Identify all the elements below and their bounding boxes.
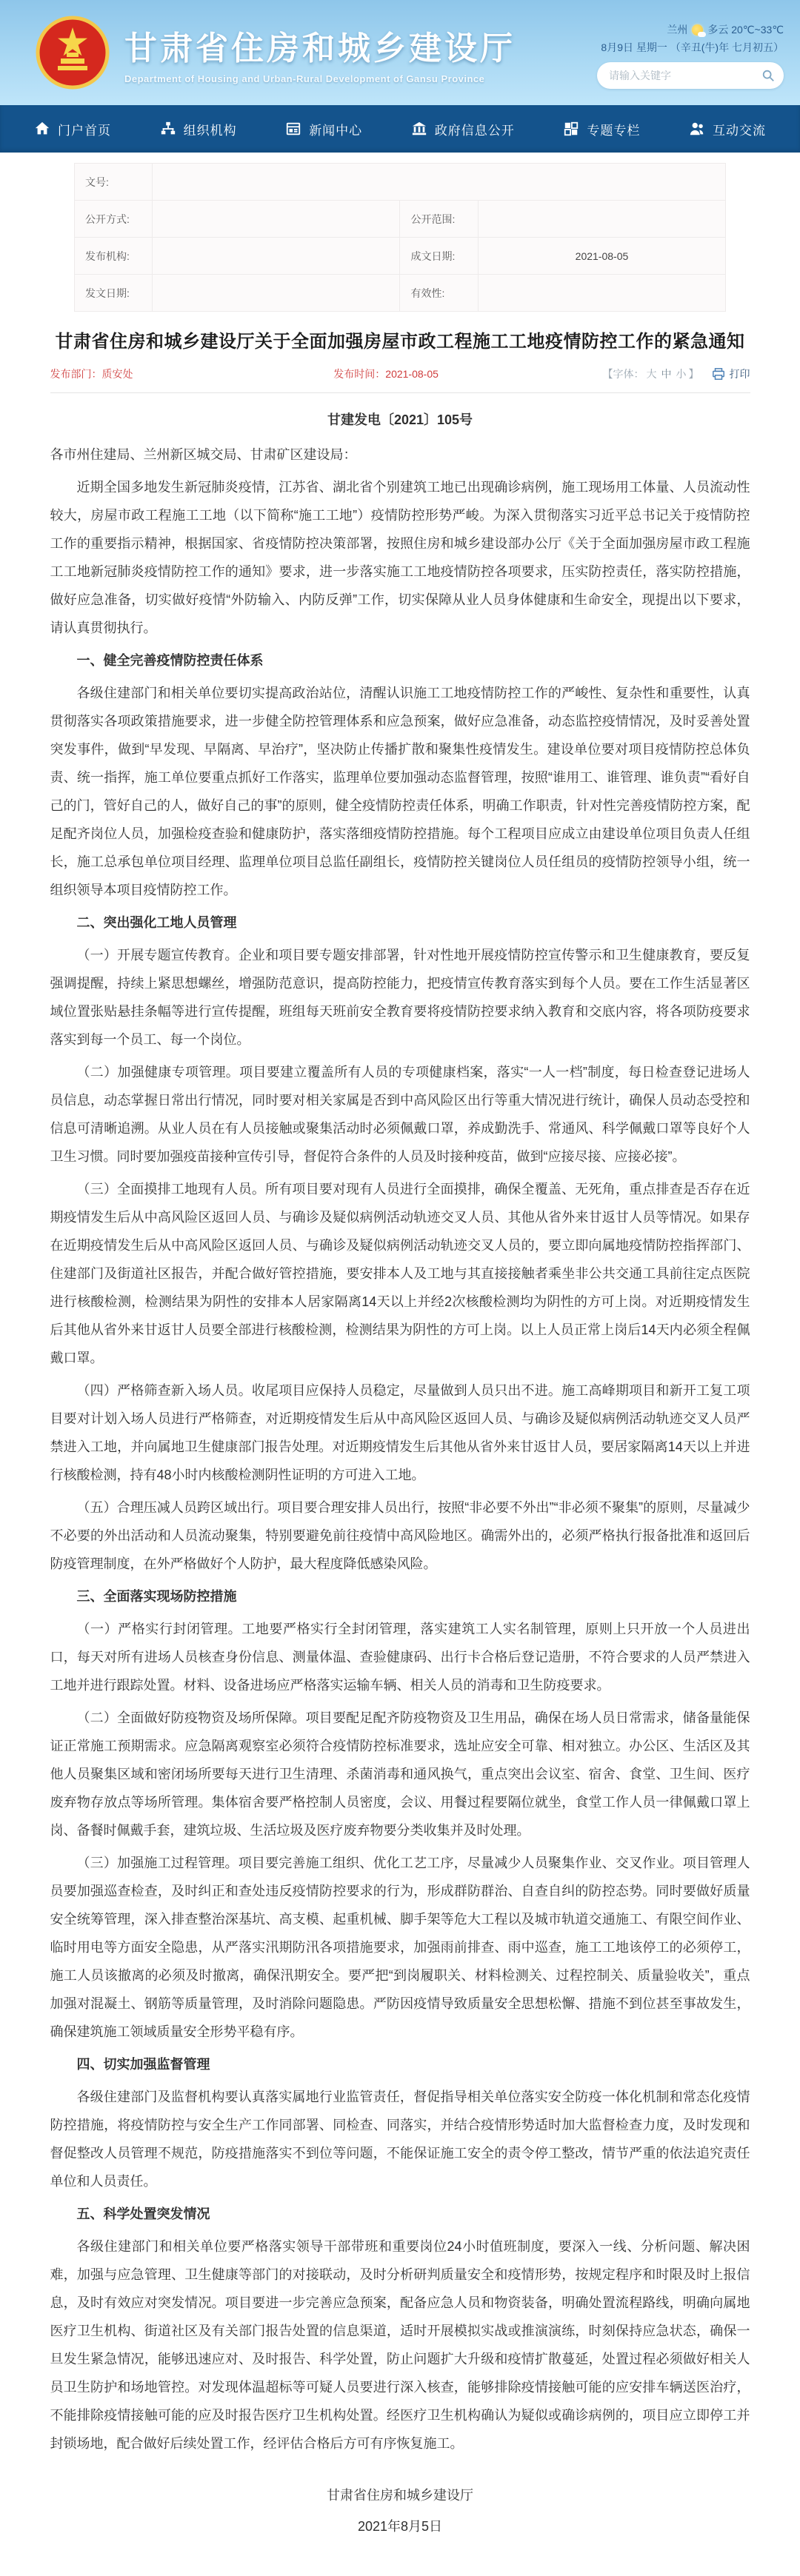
meta-table-row (75, 164, 726, 201)
signature-line: 2021年8月5日 (357, 2519, 443, 2534)
font-size-medium[interactable]: 中 (661, 368, 672, 380)
document-number: 甘建发电〔2021〕105号 (327, 412, 473, 427)
meta-label: 公开范围: (400, 201, 478, 238)
paragraph: （三）加强施工过程管理。项目要完善施工组织、优化工艺工序，尽量减少人员聚集作业、交叉作业。项目管理人员要加强巡查检查，及时纠正和查处违反疫情防控要求的行为，形成群防群治、自查自纠的防控态势。同时要做好质量安全统筹管理，深入排查整治深基坑、高支模、起重机械、脚手架等危大工程以及城市轨道交通施工、有限空间作业、临时用电等方面安全隐患，从严落实汛期防汛各项措施要求，加强雨前排查、雨中巡查，施工工地该停工的必须停工，施工人员该撤离的必须及时撤离，确保汛期安全。要严把“到岗履职关、材料检测关、过程控制关、质量验收关”，重点加强对混凝土、钢筋等质量管理，及时消除问题隐患。严防因疫情导致质量安全思想松懈、措施不到位甚至事故发生，确保建筑施工领域质量安全形势平稳有序。 (50, 1856, 750, 2039)
paragraph: （三）全面摸排工地现有人员。所有项目要对现有人员进行全面摸排，确保全覆盖、无死角，重点排查是否存在近期疫情发生后从中高风险区返回人员、与确诊及疑似病例活动轨迹交叉人员、其他从省外来甘返甘人员等情况。如果存在近期疫情发生后从中高风险区返回人员、与确诊及疑似病例活动轨迹交叉人员的，要立即向属地疫情防控指挥部门、住建部门及街道社区报告，并配合做好管控措施，要安排本人及工地与其直接接触者乘坐非公共交通工具前往定点医院进行核酸检测，检测结果为阴性的安排本人居家隔离14天以上并经2次核酸检测均为阴性的方可上岗。对近期疫情发生后其他从省外来甘返甘人员要全部进行核酸检测，检测结果为阴性的方可上岗。以上人员正常上岗后14天内必须全程佩戴口罩。 (50, 1182, 750, 1365)
site-subtitle-english: Department of Housing and Urban-Rural Development of Gansu Province (124, 73, 485, 84)
paragraph: （四）严格筛查新入场人员。收尾项目应保持人员稳定，尽量做到人员只出不进。施工高峰期项目和新开工复工项目要对计划入场人员进行严格筛查，对近期疫情发生后从中高风险区返回人员、与确诊及疑似病例活动轨迹交叉人员严禁进入工地，并向属地卫生健康部门报告处理。对近期疫情发生后其他从省外来甘返甘人员，要居家隔离14天以上并进行核酸检测，持有48小时内核酸检测阴性证明的方可进入工地。 (50, 1383, 750, 1482)
dept-label: 发布部门： (50, 368, 102, 380)
meta-value (478, 201, 725, 238)
meta-value (153, 201, 400, 238)
paragraph: （二）全面做好防疫物资及场所保障。项目要配足配齐防疫物资及卫生用品，确保在场人员日常需求，储备量能保证正常施工预期需求。应急隔离观察室必须符合疫情防控标准要求，选址应安全可靠、相对独立。办公区、生活区及其他人员聚集区域和密闭场所要每天进行卫生清理、杀菌消毒和通风换气，重点突出会议室、宿舍、食堂、卫生间、医疗废弃物存放点等场所管理。集体宿舍要严格控制人员密度，会议、用餐过程要隔位就坐，食堂工作人员一律佩戴口罩上岗、备餐时佩戴手套，建筑垃圾、生活垃圾及医疗废弃物要分类收集并及时处理。 (50, 1710, 750, 1838)
publish-time-value: 2021-08-05 (385, 368, 439, 380)
date-line: 8月9日 星期一 （辛丑(牛)年 七月初五） (601, 41, 784, 53)
home-icon (34, 121, 50, 137)
org-icon (160, 121, 176, 137)
paragraph: （五）合理压减人员跨区域出行。项目要合理安排人员出行，按照“非必要不外出”“非必须不聚集”的原则，尽量减少不必要的外出活动和人员流动聚集，特别要避免前往疫情中高风险地区。确需外出的，必须严格执行报备批准和返回后防疫管理制度，在外严格做好个人防护，最大程度降低感染风险。 (50, 1500, 750, 1571)
meta-label: 发布机构: (75, 238, 153, 275)
site-header (0, 0, 800, 105)
page-title: 甘肃省住房和城乡建设厅关于全面加强房屋市政工程施工工地疫情防控工作的紧急通知 (55, 332, 745, 352)
nav-item-3[interactable] (285, 120, 362, 138)
paragraph: （一）开展专题宣传教育。企业和项目要专题安排部署，针对性地开展疫情防控宣传警示和卫生健康教育，要反复强调提醒，持续上紧思想螺丝，增强防范意识，提高防控能力，把疫情宣传教育落实到每个人员。要在工作生活显著区域位置张贴悬挂条幅等进行宣传提醒，班组每天班前安全教育要将疫情防控要求纳入教育和交底内容，将各项防疫要求落实到每一个员工、每一个岗位。 (50, 948, 750, 1047)
font-size-large[interactable]: 大 (646, 368, 657, 380)
meta-value (478, 275, 725, 312)
meta-value (153, 164, 726, 201)
nav-item-label: 互动交流 (712, 123, 766, 138)
meta-table-row (75, 201, 726, 238)
meta-value: 2021-08-05 (478, 238, 725, 275)
nav-item-label: 组织机构 (183, 123, 237, 138)
section-heading: 一、健全完善疫情防控责任体系 (76, 653, 264, 668)
document-meta-table (74, 163, 726, 312)
article-body (50, 441, 750, 2458)
interact-icon (689, 121, 705, 137)
meta-label: 文号: (75, 164, 153, 201)
section-heading: 四、切实加强监督管理 (76, 2057, 210, 2072)
paragraph: （二）加强健康专项管理。项目要建立覆盖所有人员的专项健康档案，落实“一人一档”制度，每日检查登记进场人员信息，动态掌握日常出行情况，同时要对相关家属是否到中高风险区出行等重大情况进行统计，确保人员动态受控和信息可清晰追溯。从业人员在有人员接触或聚集活动时必须佩戴口罩，养成勤洗手、常通风、科学佩戴口罩等良好个人卫生习惯。同时要加强疫苗接种宣传引导，督促符合条件的人员及时接种疫苗，做到“应接尽接、应接必接”。 (50, 1065, 750, 1164)
paragraph: 各级住建部门及监督机构要认真落实属地行业监管责任，督促指导相关单位落实安全防疫一体化机制和常态化疫情防控措施，将疫情防控与安全生产工作同部署、同检查、同落实，并结合疫情形势适时加大监督检查力度，及时发现和督促整改人员管理不规范，防疫措施落实不到位等问题，不能保证施工安全的责令停工整改，情节严重的依法追究责任单位和人员责任。 (50, 2090, 750, 2189)
city-label: 兰州 (667, 24, 688, 36)
meta-label: 发文日期: (75, 275, 153, 312)
national-emblem-logo (36, 16, 110, 90)
nav-item-5[interactable] (563, 120, 640, 138)
site-title: 甘肃省住房和城乡建设厅 (124, 30, 516, 67)
nav-item-1[interactable] (34, 120, 111, 138)
nav-item-label: 新闻中心 (309, 123, 363, 138)
nav-item-label: 门户首页 (58, 123, 111, 138)
meta-value (153, 275, 400, 312)
news-icon (285, 121, 301, 137)
search-box[interactable] (597, 62, 784, 89)
divider (50, 392, 750, 393)
nav-item-label: 政府信息公开 (434, 123, 515, 138)
signature-line: 甘肃省住房和城乡建设厅 (327, 2488, 473, 2503)
paragraph: 各级住建部门和相关单位要切实提高政治站位，清醒认识施工工地疫情防控工作的严峻性、复杂性和重要性，认真贯彻落实各项政策措施要求，进一步健全防控管理体系和应急预案，做好应急准备，动态监控疫情情况，及时妥善处置突发事件，做到“早发现、早隔离、早治疗”，坚决防止传播扩散和聚集性疫情发生。建设单位要对项目疫情防控总体负责、统一指挥，施工单位要重点抓好工作落实，监理单位要加强动态监督管理，按照“谁用工、谁管理、谁负责”“看好自己的门，管好自己的人，做好自己的事”的原则，健全疫情防控责任体系，明确工作职责，针对性完善疫情防控方案，配足配齐岗位人员，加强检疫查验和健康防护，落实落细疫情防控措施。每个工程项目应成立由建设单位项目负责人任组长，施工总承包单位项目经理、监理单位项目总监任副组长，疫情防控关键岗位人员任组员的疫情防控领导小组，统一组织领导本项目疫情防控工作。 (50, 686, 750, 897)
article-meta-line (50, 363, 750, 385)
search-icon[interactable] (761, 69, 775, 82)
meta-label: 公开方式: (75, 201, 153, 238)
gov-info-icon (411, 121, 427, 137)
dept-value: 质安处 (101, 368, 133, 380)
nav-item-4[interactable] (411, 120, 515, 138)
paragraph: 各级住建部门和相关单位要严格落实领导干部带班和重要岗位24小时值班制度，要深入一线、分析问题、解决困难，加强与应急管理、卫生健康等部门的对接联动，及时分析研判质量安全和疫情形势，按规定程序和时限及时上报信息，及时有效应对突发情况。项目要进一步完善应急预案，配备应急人员和物资装备，明确处置流程路线，明确向属地医疗卫生机构、街道社区及有关部门报告处置的信息渠道，适时开展模拟实战或推演演练，时刻保持应急状态，确保一旦发生紧急情况，能够迅速应对、及时报告、科学处置，防止问题扩大升级和疫情扩散蔓延，处置过程必须做好相关人员卫生防护和场地管控。对发现体温超标等可疑人员要进行深入核查，能够排除疫情接触可能的应安排车辆送医治疗，不能排除疫情接触可能的应及时报告医疗卫生机构处置。经医疗卫生机构确认为疑似或确诊病例的，项目应立即停工并封锁场地，配合做好后续处置工作，经评估合格后方可有序恢复施工。 (50, 2239, 750, 2451)
paragraph: 近期全国多地发生新冠肺炎疫情，江苏省、湖北省个别建筑工地已出现确诊病例，施工现场用工体量、人员流动性较大，房屋市政工程施工工地（以下简称“施工工地”）疫情防控形势严峻。为深入贯彻落实习近平总书记关于疫情防控工作的重要指示精神，根据国家、省疫情防控决策部署，按照住房和城乡建设部办公厅《关于全面加强房屋市政工程施工工地新冠肺炎疫情防控工作的通知》要求，进一步落实施工工地疫情防控各项要求，压实防控责任，落实防控措施，做好应急准备，切实做好疫情“外防输入、内防反弹”工作，切实保障从业人员身体健康和生命安全，现提出以下要求，请认真贯彻执行。 (50, 480, 750, 635)
section-heading: 三、全面落实现场防控措施 (76, 1589, 237, 1604)
section-heading: 五、科学处置突发情况 (76, 2207, 210, 2221)
topics-icon (563, 121, 579, 137)
print-button[interactable] (712, 367, 750, 381)
nav-item-6[interactable] (689, 120, 766, 138)
meta-table-row (75, 238, 726, 275)
signature-block (50, 2480, 750, 2542)
search-input[interactable] (609, 70, 761, 81)
nav-item-label: 专题专栏 (587, 123, 641, 138)
nav-item-2[interactable] (160, 120, 237, 138)
meta-table-row (75, 275, 726, 312)
font-size-small[interactable]: 小 (676, 368, 687, 380)
font-size-control: 【字体： 大 中 小 】 (602, 368, 699, 380)
print-label: 打印 (729, 368, 750, 380)
publish-time-label: 发布时间： (333, 368, 386, 380)
meta-label: 有效性: (400, 275, 478, 312)
document-page (50, 153, 750, 2542)
weather-text: 多云 20℃~33℃ (707, 24, 784, 36)
printer-icon (712, 367, 725, 381)
section-heading: 二、突出强化工地人员管理 (76, 915, 237, 930)
meta-value (153, 238, 400, 275)
meta-label: 成文日期: (400, 238, 478, 275)
paragraph: 各市州住建局、兰州新区城交局、甘肃矿区建设局： (50, 447, 357, 462)
main-nav (0, 105, 800, 153)
weather-icon (692, 24, 703, 36)
paragraph: （一）严格实行封闭管理。工地要严格实行全封闭管理，落实建筑工人实名制管理，原则上只开放一个人员进出口，每天对所有进场人员核查身份信息、测量体温、查验健康码、出行卡合格后登记造册，不符合要求的人员严禁进入工地并进行跟踪处置。材料、设备进场应严格落实运输车辆、相关人员的消毒和卫生防疫要求。 (50, 1622, 750, 1693)
weather-line (667, 21, 784, 39)
